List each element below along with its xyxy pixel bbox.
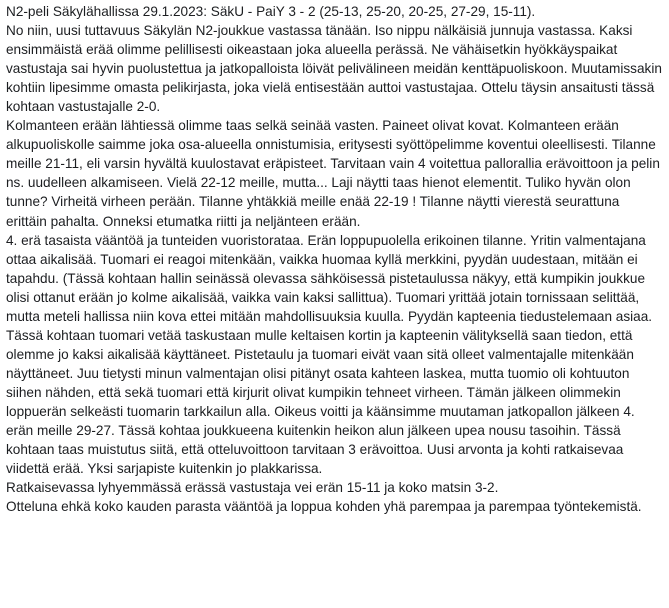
post-paragraph-1: No niin, uusi tuttavuus Säkylän N2-joukkue vastassa tänään. Iso nippu nälkäisiä junnuja vastassa. Kaksi ensimmäistä erää olimme pelillisesti oikeastaan joka alueella perässä. Ne vähäisetkin hyökkäyspaikat vastustaja sai hyvin puolustettua ja jatkopalloista löivät pelivälineen meidän kenttäpuoliskoon. Muutamissakin kohtiin lipesimme omasta pelikirjasta, joka vielä entisestään auttoi vastustajaa. Ottelu täysin ansaitusti tässä kohtaan vastustajalle 2-0. (6, 23, 666, 115)
post-title: N2-peli Säkylähallissa 29.1.2023: SäkU - PaiY 3 - 2 (25-13, 25-20, 20-25, 27-29, 15-11). (6, 4, 536, 19)
post-paragraph-2: Kolmanteen erään lähtiessä olimme taas selkä seinää vasten. Paineet olivat kovat. Kolmanteen erään alkupuoliskolle saimme joka osa-alueella onnistumisia, eritysesti syöttöpelimme koventui oleellisesti. Tilanne meille 21-11, eli varsin hyvältä kuulostavat eräpisteet. Tarvitaan vain 4 voitettua pallorallia erävoittoon ja pelin ns. uudelleen alkamiseen. Vielä 22-12 meille, mutta... Laji näytti taas hienot elementit. Tuliko hyvän olon tunne? Virheitä virheen perään. Tilanne yhtäkkiä meille enää 22-19 ! Tilanne näytti vierestä seurattuna erittäin pahalta. Onneksi etumatka riitti ja neljänteen erään. (6, 118, 664, 229)
post-paragraph-3: 4. erä tasaista vääntöä ja tunteiden vuoristorataa. Erän loppupuolella erikoinen tilanne. Yritin valmentajana ottaa aikalisää. Tuomari ei reagoi mitenkään, vaikka huomaa kyllä merkkini, pyydän uudestaan, mitään ei tapahdu. (Tässä kohtaan hallin seinässä olevassa sähköisessä pistetaulussa näkyy, että kumpikin joukkue olisi ottanut erään jo kolme aikalisää, vaikka vain kaksi sallittua). Tuomari yrittää jotain tornissaan selittää, mutta meteli hallissa niin kova ettei mitään mahdollisuuksia kuulla. Pyydän kapteenia tiedustelemaan asiaa. Tässä kohtaan tuomari vetää taskustaan mulle keltaisen kortin ja kapteenin välityksellä saan tiedon, että olemme jo kaksi aikalisää käyttäneet. Pistetaulu ja tuomari eivät vaan sitä olleet valmentajalle mitenkään näyttäneet. Juu tietysti minun valmentajan olisi pitänyt osata kahteen laskea, mutta tuomio oli kohtuuton siihen nähden, että sekä tuomari että kirjurit olivat kumpikin tehneet virheen. Tämän jälkeen olimmekin loppuerän selkeästi tuomarin tarkkailun alla. Oikeus voitti ja käänsimme muutaman jatkopallon jälkeen 4. erän meille 29-27. Tässä kohtaa joukkueena kuitenkin heikon alun jälkeen upea nousu tasoihin. Tässä kohtaan taas muistutus siitä, että otteluvoittoon tarvitaan 3 erävoittoa. Uusi arvonta ja kohti ratkaisevaa viidettä erää. Yksi sarjapiste kuitenkin jo plakkarissa. (6, 232, 656, 477)
post-paragraph-4: Ratkaisevassa lyhyemmässä erässä vastustaja vei erän 15-11 ja koko matsin 3-2. (6, 480, 499, 496)
post-paragraph-5: Otteluna ehkä koko kauden parasta vääntöä ja loppua kohden yhä parempaa ja parempaa työntekemistä. (6, 499, 642, 515)
